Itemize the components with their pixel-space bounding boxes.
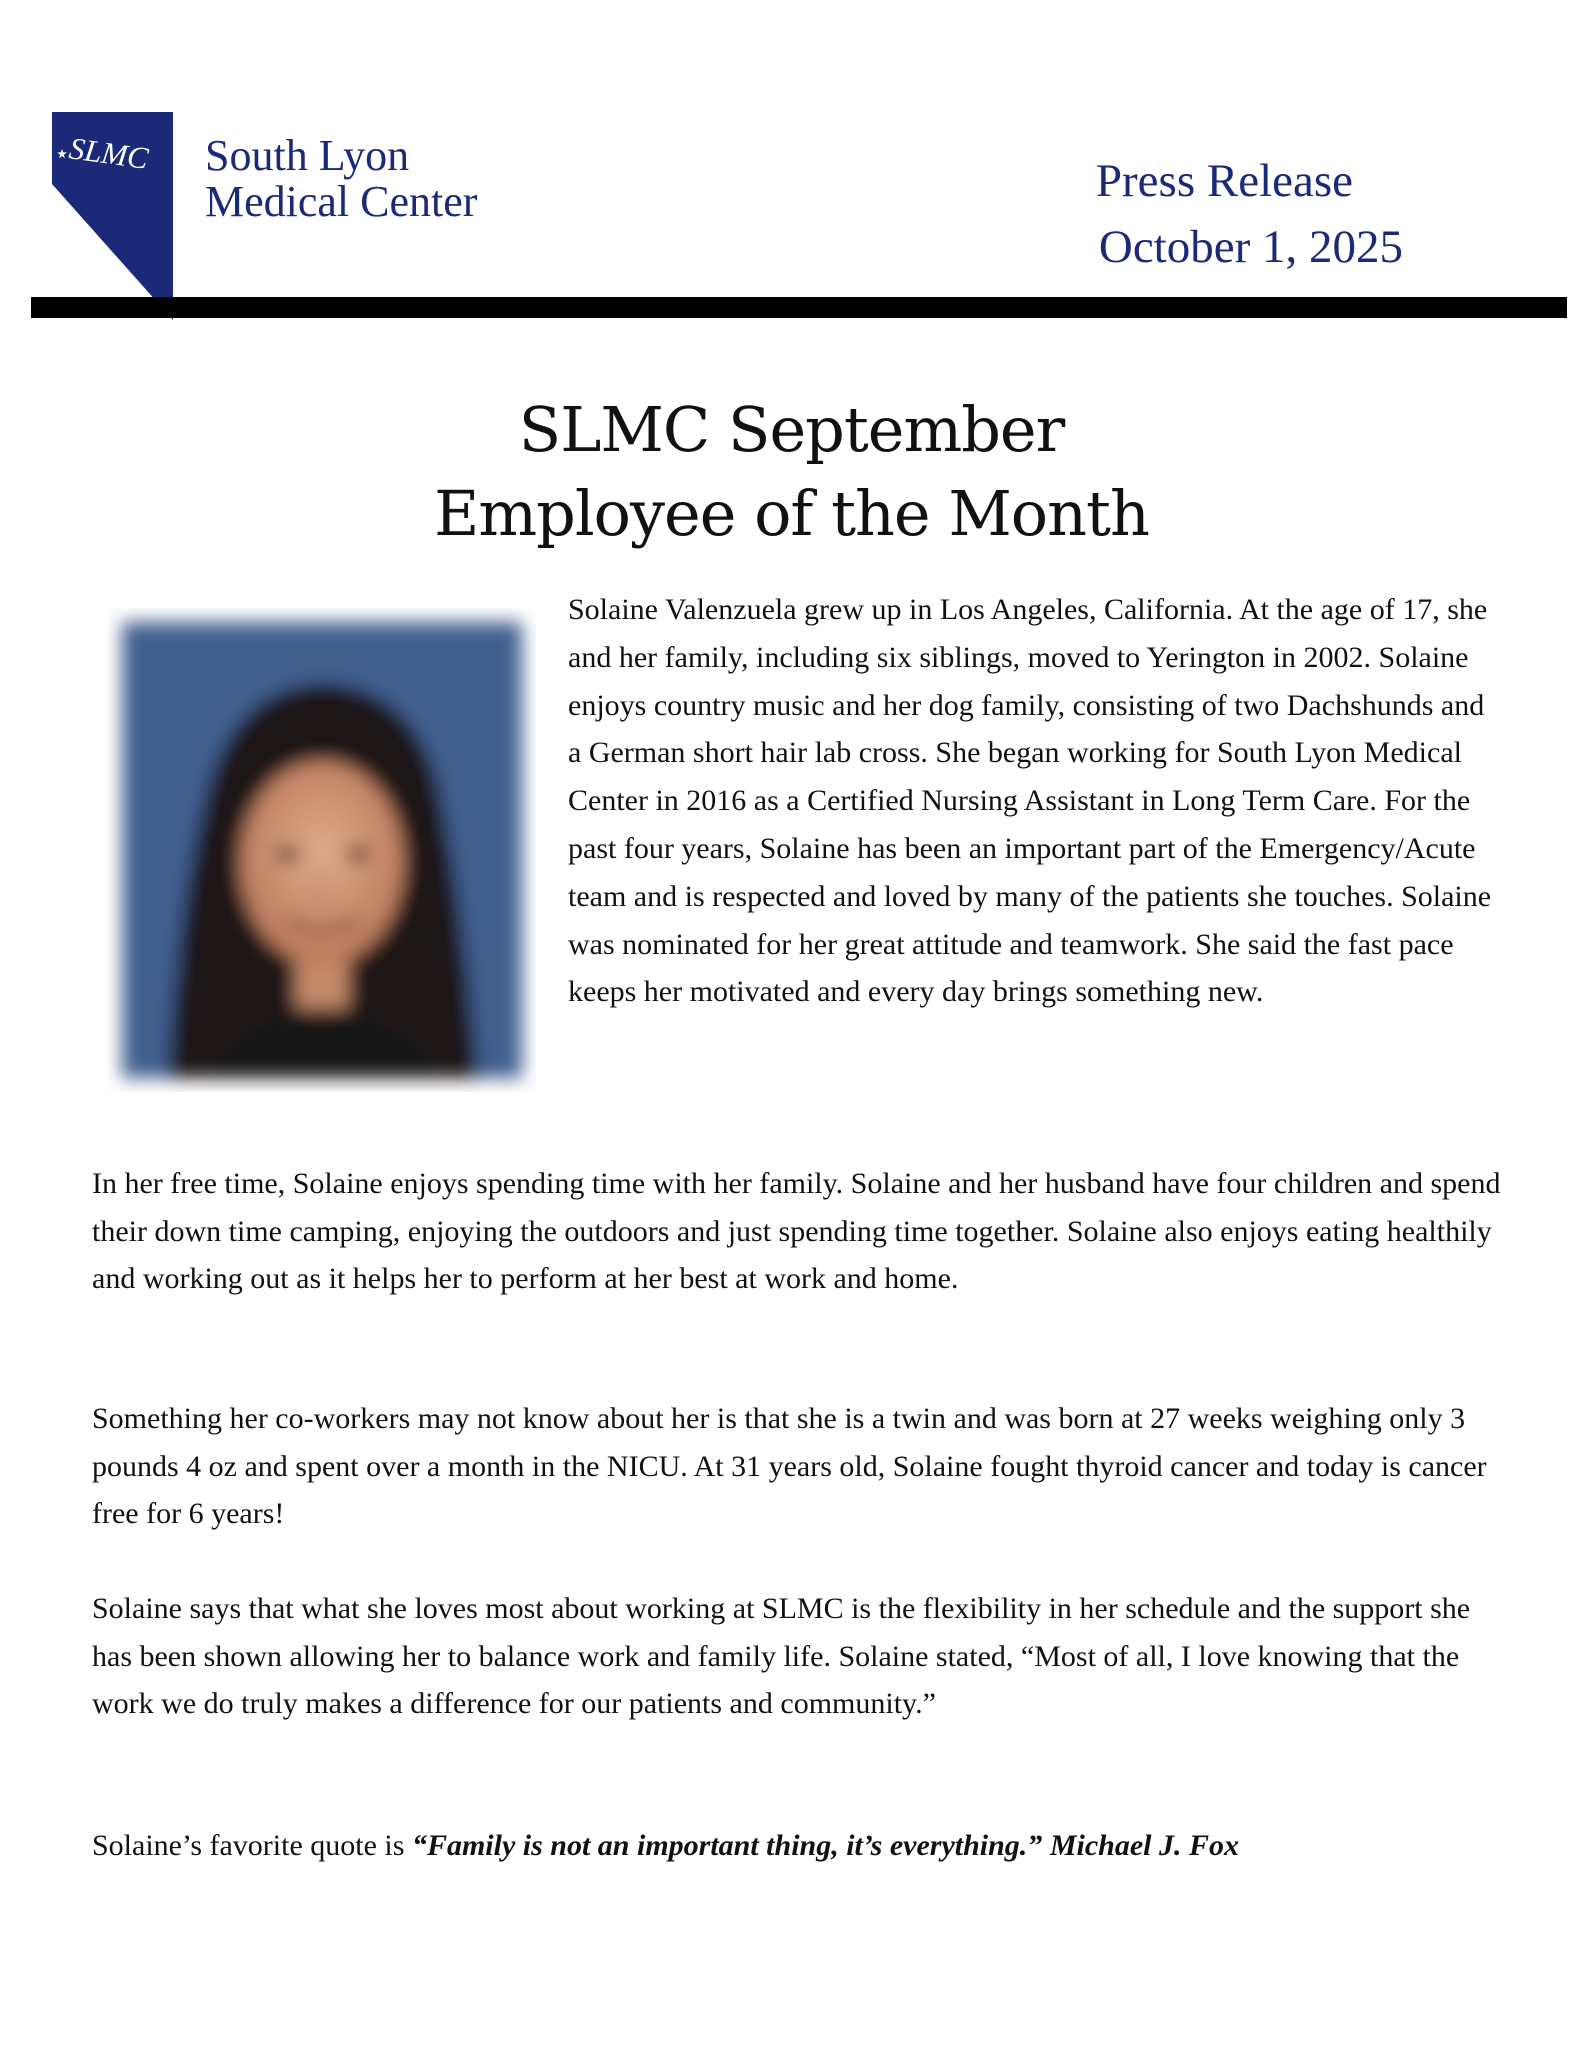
title-line1: SLMC September (518, 393, 1065, 466)
paragraph-loves-slmc: Solaine says that what she loves most about working at SLMC is the flexibility in her schedule and the support she has been shown allowing her to balance work and family life. Solaine stated, “Most of all, I love knowing that the work we do truly makes a difference for our patients and community.” (92, 1592, 1471, 1721)
page-title (0, 388, 1583, 556)
organization-name (205, 133, 477, 225)
employee-photo (108, 608, 536, 1092)
press-release-block (1003, 148, 1403, 280)
slmc-logo (52, 112, 178, 320)
quote-intro: Solaine’s favorite quote is (92, 1829, 412, 1862)
press-release-label: Press Release (1095, 155, 1353, 207)
release-date: October 1, 2025 (1098, 221, 1403, 273)
favorite-quote (92, 1822, 1512, 1870)
quote-author: Michael J. Fox (1042, 1829, 1239, 1862)
paragraph-free-time: In her free time, Solaine enjoys spending time with her family. Solaine and her husband have four children and spend their down time camping, enjoying the outdoors and just spending time together. Solaine also enjoys eating healthily and working out as it helps her to perform at her best at work and home. (92, 1167, 1501, 1296)
logo-text: SLMC (67, 130, 151, 176)
title-line2: Employee of the Month (434, 477, 1149, 550)
header-divider (31, 297, 1567, 318)
quote-text: “Family is not an important thing, it’s everything.” (411, 1829, 1043, 1862)
paragraph-fun-fact: Something her co-workers may not know about her is that she is a twin and was born at 27 weeks weighing only 3 pounds 4 oz and spent over a month in the NICU. At 31 years old, Solaine fought thyroid cancer and today is cancer free for 6 years! (92, 1402, 1487, 1531)
org-name-line2: Medical Center (205, 177, 478, 226)
org-name-line1: South Lyon (205, 131, 410, 180)
lead-paragraph: Solaine Valenzuela grew up in Los Angeles, California. At the age of 17, she and her family, including six siblings, moved to Yerington in 2002. Solaine enjoys country music and her dog family, consisting of two Dachshunds and a German short hair lab cross. She began working for South Lyon Medical Center in 2016 as a Certified Nursing Assistant in Long Term Care. For the past four years, Solaine has been an important part of the Emergency/Acute team and is respected and loved by many of the patients she touches. Solaine was nominated for her great attitude and teamwork. She said the fast pace keeps her motivated and every day brings something new. (568, 593, 1492, 1009)
